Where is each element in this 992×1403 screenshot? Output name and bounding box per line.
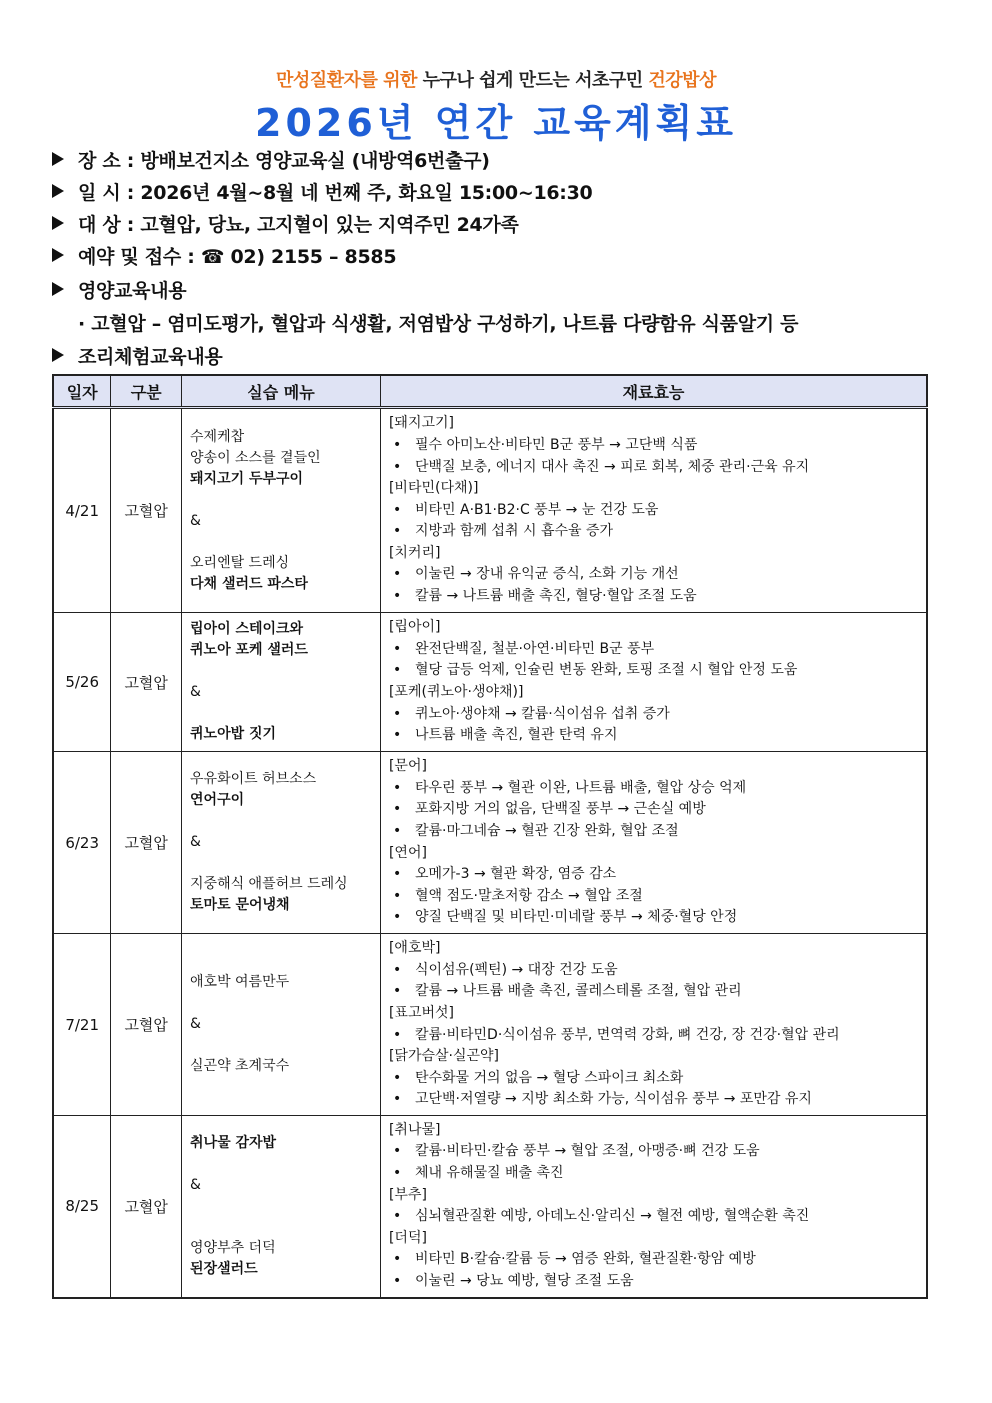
table-row	[53, 752, 927, 934]
cell-type: 고혈압	[111, 1116, 182, 1298]
material-item: • 단백질 보충, 에너지 대사 촉진 → 피로 회복, 체중 관리·근육 유지	[389, 457, 918, 479]
subtitle-part-a: 만성질환자를 위한	[276, 70, 417, 91]
material-item: • 지방과 함께 섭취 시 흡수율 증가	[389, 521, 918, 543]
material-item: • 칼륨·비타민D·식이섬유 풍부, 면역력 강화, 뼈 건강, 장 건강·혈압 관리	[389, 1025, 918, 1047]
material-category: [포케(퀴노아·생야채)]	[388, 684, 524, 700]
material-item: • 체내 유해물질 배출 촉진	[389, 1163, 918, 1185]
material-item: • 나트륨 배출 촉진, 혈관 탄력 유지	[389, 725, 918, 747]
material-category: [더덕]	[388, 1229, 427, 1246]
cell-date: 5/26	[53, 613, 111, 752]
cell-menu	[182, 1116, 381, 1298]
material-item: • 완전단백질, 철분·아연·비타민 B군 풍부	[389, 639, 918, 661]
table-row	[53, 408, 927, 613]
menu-line: &	[190, 834, 201, 850]
material-category: [문어]	[388, 758, 427, 775]
material-item: • 고단백·저열량 → 지방 최소화 가능, 식이섬유 풍부 → 포만감 유지	[389, 1089, 918, 1111]
material-item: • 심뇌혈관질환 예방, 아데노신·알리신 → 혈전 예방, 혈액순환 촉진	[389, 1206, 918, 1228]
material-item: • 이눌린 → 당뇨 예방, 혈당 조절 도움	[389, 1271, 918, 1293]
header-type: 구분	[111, 375, 182, 408]
menu-line	[190, 703, 372, 724]
cell-materials	[380, 752, 927, 934]
menu-line: &	[190, 1176, 201, 1193]
cell-date: 7/21	[53, 934, 111, 1116]
menu-line: 돼지고기 두부구이	[190, 470, 304, 487]
cell-date: 6/23	[53, 752, 111, 934]
material-item: • 오메가-3 → 혈관 확장, 염증 감소	[389, 864, 918, 886]
material-item: • 타우린 풍부 → 혈관 이완, 나트륨 배출, 혈압 상승 억제	[389, 778, 918, 800]
cell-type: 고혈압	[111, 934, 182, 1116]
table-row	[53, 934, 927, 1116]
triangle-bullet-icon	[52, 152, 64, 166]
cell-type: 고혈압	[111, 613, 182, 752]
table-header-row	[53, 375, 927, 408]
material-item: • 이눌린 → 장내 유익균 증식, 소화 기능 개선	[389, 564, 918, 586]
material-item: • 혈당 급등 억제, 인슐린 변동 완화, 토핑 조절 시 혈압 안정 도움	[389, 660, 918, 682]
menu-line: &	[190, 512, 201, 529]
header-menu: 실습 메뉴	[182, 375, 381, 408]
material-item: • 포화지방 거의 없음, 단백질 풍부 → 근손실 예방	[389, 799, 918, 821]
info-target-text: 대 상 : 고혈압, 당뇨, 고지혈이 있는 지역주민 24가족	[78, 214, 519, 236]
material-category: [취나물]	[388, 1121, 441, 1138]
menu-line: 다채 샐러드 파스타	[190, 575, 308, 592]
menu-line	[190, 811, 372, 832]
material-item: • 식이섬유(펙틴) → 대장 건강 도움	[389, 960, 918, 982]
material-category: [비타민(다채)]	[388, 480, 479, 497]
cell-menu	[182, 934, 381, 1116]
cell-materials	[380, 1116, 927, 1298]
cell-type: 고혈압	[111, 408, 182, 613]
menu-line: 수제케찹	[190, 428, 245, 445]
info-cook-title-text: 조리체험교육내용	[78, 346, 223, 368]
cell-menu	[182, 752, 381, 934]
material-item: • 퀴노아·생야채 → 칼륨·식이섬유 섭취 증가	[389, 704, 918, 726]
schedule-table	[52, 374, 928, 1299]
info-time	[52, 178, 592, 205]
menu-line: 애호박 여름만두	[190, 974, 290, 990]
material-category: [돼지고기]	[388, 415, 454, 432]
material-item: • 칼륨·마그네슘 → 혈관 긴장 완화, 혈압 조절	[389, 821, 918, 843]
header-materials: 재료효능	[380, 375, 927, 408]
subtitle-part-c: 건강밥상	[648, 70, 716, 91]
info-edu-item: · 고혈압 – 염미도평가, 혈압과 식생활, 저염밥상 구성하기, 나트륨 다량함유 식품알기 등	[78, 313, 799, 335]
cell-type: 고혈압	[111, 752, 182, 934]
info-place-text: 장 소 : 방배보건지소 영양교육실 (내방역6번출구)	[78, 150, 490, 172]
menu-line: &	[190, 1016, 201, 1032]
menu-line: &	[190, 684, 201, 700]
menu-line	[190, 1154, 372, 1175]
material-category: [치커리]	[388, 544, 441, 561]
table-row	[53, 613, 927, 752]
menu-line	[190, 853, 372, 874]
menu-line: 립아이 스테이크와	[190, 621, 304, 637]
menu-line: 실곤약 초계국수	[190, 1058, 290, 1074]
menu-line: 우유화이트 허브소스	[190, 771, 317, 787]
info-edu-title-text: 영양교육내용	[78, 280, 187, 302]
menu-line	[190, 490, 372, 511]
menu-line: 오리엔탈 드레싱	[190, 554, 290, 571]
info-reserve	[52, 242, 396, 269]
info-place	[52, 146, 490, 173]
info-target	[52, 210, 519, 237]
material-item: • 탄수화물 거의 없음 → 혈당 스파이크 최소화	[389, 1068, 918, 1090]
info-time-text: 일 시 : 2026년 4월~8월 네 번째 주, 화요일 15:00~16:30	[78, 182, 593, 204]
table-row	[53, 1116, 927, 1298]
menu-line	[190, 1035, 372, 1056]
triangle-bullet-icon	[52, 282, 64, 296]
material-item: • 칼륨 → 나트륨 배출 촉진, 혈당·혈압 조절 도움	[389, 586, 918, 608]
menu-line: 양송이 소스를 곁들인	[190, 449, 321, 466]
menu-line	[190, 1196, 372, 1217]
cell-materials	[380, 408, 927, 613]
info-cook-title	[52, 342, 222, 369]
material-category: [애호박]	[388, 940, 441, 957]
material-item: • 필수 아미노산·비타민 B군 풍부 → 고단백 식품	[389, 435, 918, 457]
material-category: [립아이]	[388, 619, 441, 636]
material-item: • 혈액 점도·말초저항 감소 → 혈압 조절	[389, 886, 918, 908]
material-category: [닭가슴살·실곤약]	[388, 1048, 500, 1065]
triangle-bullet-icon	[52, 184, 64, 198]
cell-materials	[380, 934, 927, 1116]
triangle-bullet-icon	[52, 348, 64, 362]
material-item: • 양질 단백질 및 비타민·미네랄 풍부 → 체중·혈당 안정	[389, 907, 918, 929]
header-date: 일자	[53, 375, 111, 408]
triangle-bullet-icon	[52, 248, 64, 262]
material-category: [표고버섯]	[388, 1004, 454, 1021]
menu-line	[190, 993, 372, 1014]
menu-line: 영양부추 더덕	[190, 1239, 276, 1256]
material-category: [연어]	[388, 844, 427, 861]
menu-line: 지중해식 애플허브 드레싱	[190, 876, 348, 892]
subtitle-part-b: 누구나 쉽게 만드는 서초구민	[416, 70, 649, 91]
cell-date: 4/21	[53, 408, 111, 613]
material-item: • 비타민 B·칼슘·칼륨 등 → 염증 완화, 혈관질환·항암 예방	[389, 1249, 918, 1271]
cell-date: 8/25	[53, 1116, 111, 1298]
material-category: [부추]	[388, 1186, 427, 1203]
cell-menu	[182, 613, 381, 752]
menu-line	[190, 661, 372, 682]
cell-materials	[380, 613, 927, 752]
subtitle	[0, 66, 992, 92]
menu-line: 퀴노아 포케 샐러드	[190, 642, 308, 658]
info-reserve-text: 예약 및 접수 : ☎ 02) 2155 – 8585	[78, 246, 397, 268]
page-title: 2026년 연간 교육계획표	[255, 101, 737, 145]
triangle-bullet-icon	[52, 216, 64, 230]
material-item: • 칼륨·비타민·칼슘 풍부 → 혈압 조절, 아맹증·뼈 건강 도움	[389, 1141, 918, 1163]
menu-line: 연어구이	[190, 792, 245, 808]
menu-line	[190, 532, 372, 553]
info-edu-title	[52, 276, 186, 303]
menu-line	[190, 1217, 372, 1238]
menu-line: 토마토 문어냉채	[190, 897, 290, 913]
menu-line: 취나물 감자밥	[190, 1134, 277, 1151]
menu-line: 퀴노아밥 짓기	[190, 726, 277, 742]
material-item: • 칼륨 → 나트륨 배출 촉진, 콜레스테롤 조절, 혈압 관리	[389, 981, 918, 1003]
menu-line: 된장샐러드	[190, 1260, 258, 1277]
cell-menu	[182, 408, 381, 613]
material-item: • 비타민 A·B1·B2·C 풍부 → 눈 건강 도움	[389, 500, 918, 522]
